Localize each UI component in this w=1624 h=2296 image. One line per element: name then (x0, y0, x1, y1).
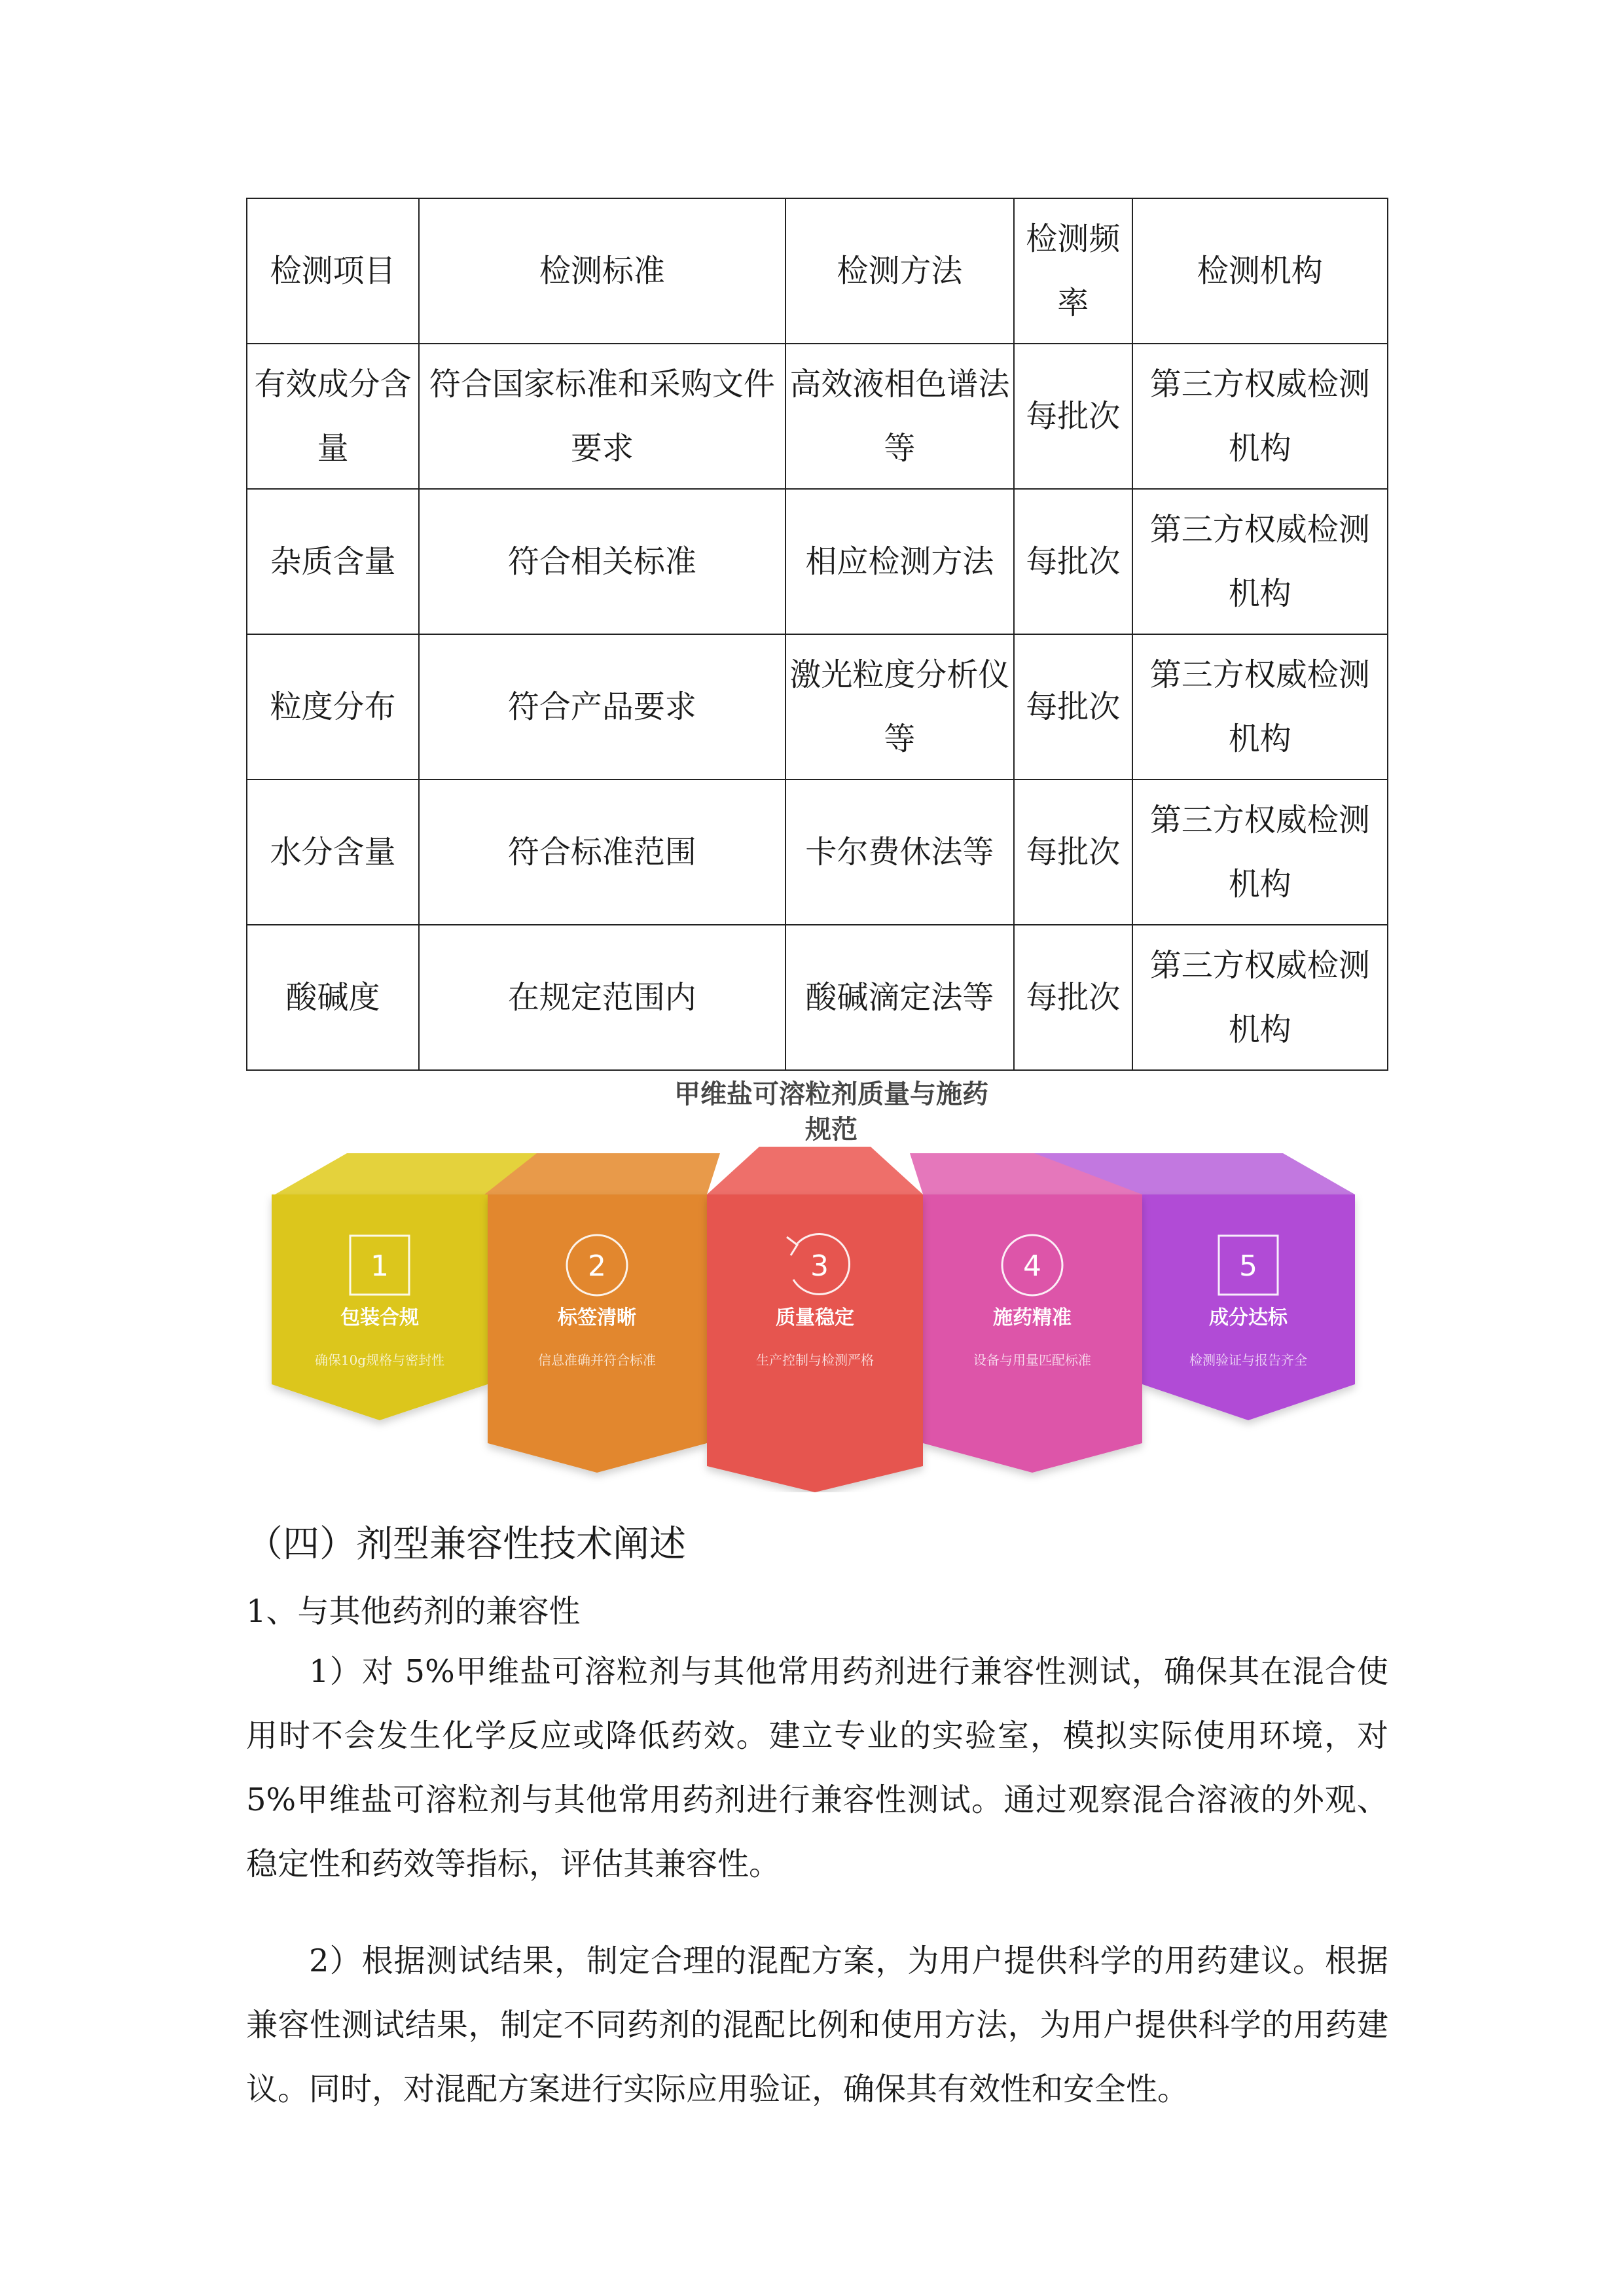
table-cell: 每批次 (1014, 780, 1132, 925)
table-cell: 第三方权威检测机构 (1132, 489, 1388, 634)
card-subtext: 设备与用量匹配标准 (973, 1352, 1091, 1368)
card-subtext: 生产控制与检测严格 (756, 1352, 874, 1368)
section-subheading: 1、与其他药剂的兼容性 (246, 1593, 581, 1630)
card-number: 4 (1023, 1249, 1041, 1283)
card-number: 3 (810, 1249, 829, 1283)
table-cell: 在规定范围内 (419, 925, 785, 1070)
table-cell: 第三方权威检测机构 (1132, 634, 1388, 780)
table-cell: 符合国家标准和采购文件要求 (419, 344, 785, 489)
table-cell: 符合产品要求 (419, 634, 785, 780)
table-row (247, 344, 1388, 489)
card-2 (488, 1194, 707, 1473)
card-label: 标签清晰 (558, 1306, 636, 1329)
card-subtext: 检测验证与报告齐全 (1189, 1352, 1307, 1368)
table-cell: 符合标准范围 (419, 780, 785, 925)
card-number: 2 (588, 1249, 606, 1283)
table-cell: 每批次 (1014, 344, 1132, 489)
section-heading: （四）剂型兼容性技术阐述 (246, 1523, 686, 1566)
card-label: 施药精准 (993, 1306, 1072, 1329)
table-cell: 酸碱滴定法等 (785, 925, 1014, 1070)
card-4 (923, 1194, 1142, 1473)
table-cell: 高效液相色谱法等 (785, 344, 1014, 489)
card-tab-3 (707, 1147, 923, 1194)
table-row (247, 780, 1388, 925)
table-cell: 有效成分含量 (247, 344, 419, 489)
card-label: 包装合规 (340, 1306, 419, 1329)
table-cell: 粒度分布 (247, 634, 419, 780)
table-cell: 相应检测方法 (785, 489, 1014, 634)
paragraph-1: 1）对 5%甲维盐可溶粒剂与其他常用药剂进行兼容性测试，确保其在混合使用时不会发生化学反应或降低药效。建立专业的实验室，模拟实际使用环境，对 5%甲维盐可溶粒剂与其他常用药剂进行兼容性测试。通过观察混合溶液的外观、稳定性和药效等指标，评估其兼容性。 (246, 1653, 1388, 1882)
table-cell: 符合相关标准 (419, 489, 785, 634)
table-cell: 第三方权威检测机构 (1132, 780, 1388, 925)
card-subtext: 确保10g规格与密封性 (314, 1352, 445, 1368)
table-cell: 每批次 (1014, 634, 1132, 780)
table-cell: 第三方权威检测机构 (1132, 344, 1388, 489)
table-cell: 酸碱度 (247, 925, 419, 1070)
table-cell: 第三方权威检测机构 (1132, 925, 1388, 1070)
paragraph-2: 2）根据测试结果，制定合理的混配方案，为用户提供科学的用药建议。根据兼容性测试结果，制定不同药剂的混配比例和使用方法，为用户提供科学的用药建议。同时，对混配方案进行实际应用验证，确保其有效性和安全性。 (246, 1943, 1388, 2108)
table-cell: 卡尔费休法等 (785, 780, 1014, 925)
table-row (247, 925, 1388, 1070)
card-label: 质量稳定 (776, 1306, 854, 1329)
card-3 (707, 1194, 923, 1492)
table-header-cell: 检测频率 (1014, 198, 1132, 344)
table-header-row (247, 198, 1388, 344)
table-row (247, 634, 1388, 780)
infographic-title: 甲维盐可溶粒剂质量与施药规范 (674, 1079, 988, 1145)
table-header-cell: 检测机构 (1132, 198, 1388, 344)
table-cell: 每批次 (1014, 489, 1132, 634)
card-number: 1 (370, 1249, 389, 1283)
card-subtext: 信息准确并符合标准 (538, 1352, 656, 1368)
table-row (247, 489, 1388, 634)
table-header-cell: 检测方法 (785, 198, 1014, 344)
infographic-banner (262, 1139, 1368, 1492)
table-cell: 水分含量 (247, 780, 419, 925)
card-number: 5 (1239, 1249, 1257, 1283)
table-header-cell: 检测项目 (247, 198, 419, 344)
table-cell: 每批次 (1014, 925, 1132, 1070)
card-label: 成分达标 (1209, 1306, 1288, 1329)
quality-inspection-table (246, 198, 1388, 1071)
table-cell: 激光粒度分析仪等 (785, 634, 1014, 780)
table-cell: 杂质含量 (247, 489, 419, 634)
table-header-cell: 检测标准 (419, 198, 785, 344)
